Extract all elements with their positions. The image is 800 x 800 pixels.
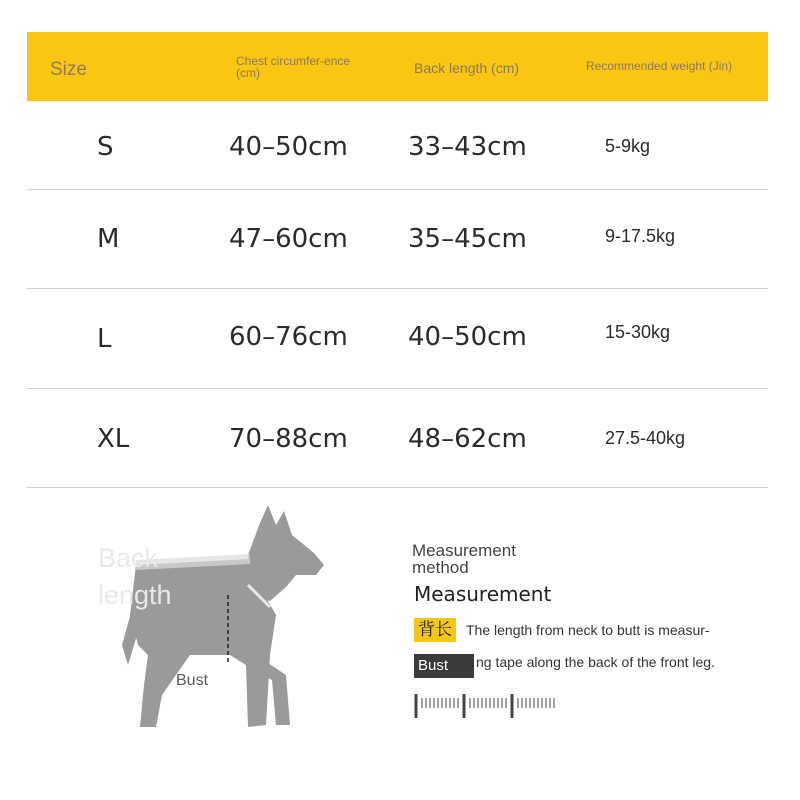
back-length-label: Back length [98, 543, 172, 610]
bust-label: Bust [176, 672, 209, 689]
row-size: L [97, 324, 112, 354]
row-divider [27, 189, 768, 190]
row-weight: 15-30kg [605, 322, 671, 342]
row-size: XL [97, 424, 130, 454]
back-length-tag: 背长 [414, 618, 456, 642]
header-weight: Recommended weight (Jin) [586, 59, 733, 73]
bust-tag: Bust [414, 654, 474, 678]
row-chest: 60–76cm [229, 322, 348, 352]
row-back: 35–45cm [408, 224, 527, 254]
row-weight: 9-17.5kg [605, 226, 676, 246]
row-back: 48–62cm [408, 424, 527, 454]
row-back: 40–50cm [408, 322, 527, 352]
row-divider [27, 288, 768, 289]
size-table-header [27, 32, 768, 101]
measurement-heading: Measurement [414, 582, 552, 606]
back-length-instruction: The length from neck to butt is measur- [466, 622, 710, 638]
header-size: Size [50, 59, 87, 80]
header-back-length: Back length (cm) [414, 60, 520, 76]
row-chest: 40–50cm [229, 132, 348, 162]
row-chest: 47–60cm [229, 224, 348, 254]
measurement-method-title: Measurement method [412, 541, 516, 577]
row-size: S [97, 132, 114, 162]
row-chest: 70–88cm [229, 424, 348, 454]
header-chest: Chest circumfer-ence (cm) [236, 54, 351, 80]
row-divider [27, 388, 768, 389]
row-weight: 5-9kg [605, 136, 651, 156]
bust-instruction: ng tape along the back of the front leg. [476, 654, 715, 670]
row-back: 33–43cm [408, 132, 527, 162]
row-size: M [97, 224, 120, 254]
ruler-icon [414, 690, 564, 720]
row-weight: 27.5-40kg [605, 428, 686, 448]
row-divider [27, 487, 768, 488]
